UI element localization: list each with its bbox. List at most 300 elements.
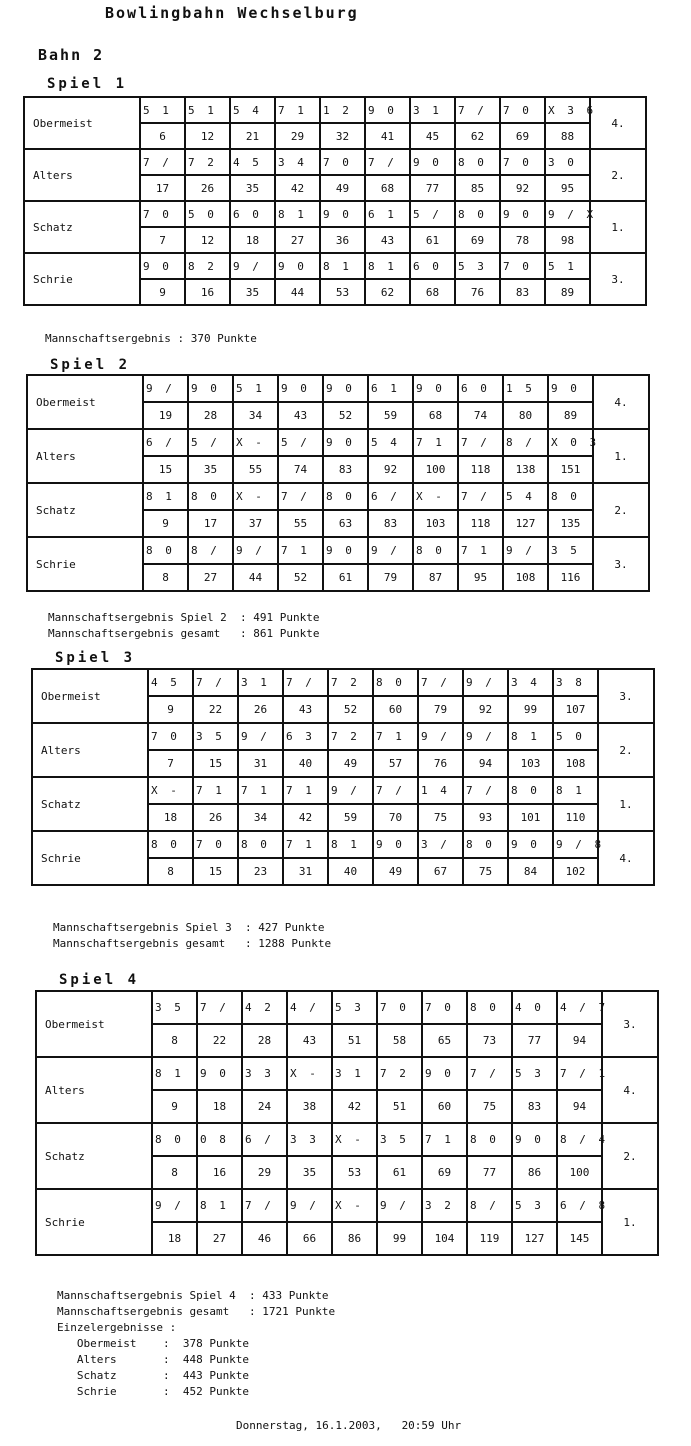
frame-cumulative-score: 46 — [242, 1222, 287, 1255]
frame-throws: 5 3 — [512, 1189, 557, 1222]
frame-cumulative-score: 68 — [365, 175, 410, 201]
frame-throws: 3 1 — [238, 669, 283, 696]
frame-throws: X - — [287, 1057, 332, 1090]
frame-cumulative-score: 78 — [500, 227, 545, 253]
frame-throws: 4 0 — [512, 991, 557, 1024]
player-name: Alters — [36, 1057, 152, 1123]
frame-cumulative-score: 75 — [418, 804, 463, 831]
frame-throws: 3 3 — [242, 1057, 287, 1090]
player-rank: 2. — [593, 483, 649, 537]
frame-throws: 7 / — [140, 149, 185, 175]
frame-cumulative-score: 108 — [553, 750, 598, 777]
player-throws-row — [32, 831, 654, 858]
team-result-line: Mannschaftsergebnis gesamt : 1288 Punkte — [53, 937, 332, 950]
frame-throws: 9 / — [143, 375, 188, 402]
frame-throws: 7 / — [365, 149, 410, 175]
frame-cumulative-score: 49 — [373, 858, 418, 885]
frame-throws: 9 0 — [410, 149, 455, 175]
frame-cumulative-score: 93 — [463, 804, 508, 831]
frame-throws: 7 / — [242, 1189, 287, 1222]
frame-throws: 7 / — [278, 483, 323, 510]
player-rank: 1. — [593, 429, 649, 483]
frame-cumulative-score: 92 — [368, 456, 413, 483]
team-result-line: Mannschaftsergebnis gesamt : 861 Punkte — [48, 627, 320, 640]
frame-throws: 7 / — [467, 1057, 512, 1090]
frame-throws: 7 0 — [193, 831, 238, 858]
player-throws-row — [27, 429, 649, 456]
frame-throws: 9 / 8 — [553, 831, 598, 858]
player-rank: 3. — [598, 669, 654, 723]
frame-cumulative-score: 52 — [328, 696, 373, 723]
frame-throws: 7 / — [418, 669, 463, 696]
team-result-line: Mannschaftsergebnis Spiel 4 : 433 Punkte — [57, 1289, 329, 1302]
player-name: Schrie — [24, 253, 140, 305]
frame-cumulative-score: 77 — [512, 1024, 557, 1057]
frame-cumulative-score: 145 — [557, 1222, 602, 1255]
frame-cumulative-score: 100 — [557, 1156, 602, 1189]
frame-throws: 4 2 — [242, 991, 287, 1024]
frame-throws: 8 0 — [148, 831, 193, 858]
frame-cumulative-score: 138 — [503, 456, 548, 483]
frame-throws: 5 3 — [512, 1057, 557, 1090]
frame-throws: X - — [233, 429, 278, 456]
frame-cumulative-score: 43 — [287, 1024, 332, 1057]
frame-cumulative-score: 51 — [377, 1090, 422, 1123]
frame-cumulative-score: 53 — [320, 279, 365, 305]
player-rank: 4. — [602, 1057, 658, 1123]
frame-cumulative-score: 35 — [230, 279, 275, 305]
frame-throws: 6 1 — [368, 375, 413, 402]
frame-cumulative-score: 27 — [197, 1222, 242, 1255]
frame-cumulative-score: 99 — [377, 1222, 422, 1255]
frame-throws: X - — [148, 777, 193, 804]
frame-throws: 8 0 — [455, 201, 500, 227]
frame-throws: 7 1 — [422, 1123, 467, 1156]
frame-throws: 3 0 — [545, 149, 590, 175]
frame-cumulative-score: 63 — [323, 510, 368, 537]
frame-throws: 6 3 — [283, 723, 328, 750]
frame-throws: 7 2 — [377, 1057, 422, 1090]
frame-cumulative-score: 89 — [545, 279, 590, 305]
frame-cumulative-score: 44 — [275, 279, 320, 305]
frame-cumulative-score: 31 — [238, 750, 283, 777]
frame-cumulative-score: 29 — [242, 1156, 287, 1189]
frame-throws: 5 / — [188, 429, 233, 456]
frame-cumulative-score: 55 — [278, 510, 323, 537]
frame-cumulative-score: 57 — [373, 750, 418, 777]
frame-throws: 8 0 — [463, 831, 508, 858]
frame-throws: 8 1 — [197, 1189, 242, 1222]
frame-throws: 8 / — [503, 429, 548, 456]
frame-cumulative-score: 58 — [377, 1024, 422, 1057]
frame-cumulative-score: 94 — [557, 1024, 602, 1057]
frame-cumulative-score: 102 — [553, 858, 598, 885]
frame-cumulative-score: 37 — [233, 510, 278, 537]
frame-cumulative-score: 32 — [320, 123, 365, 149]
player-name: Schrie — [27, 537, 143, 591]
frame-cumulative-score: 83 — [368, 510, 413, 537]
frame-cumulative-score: 100 — [413, 456, 458, 483]
frame-throws: 1 4 — [418, 777, 463, 804]
frame-throws: 8 0 — [323, 483, 368, 510]
frame-cumulative-score: 84 — [508, 858, 553, 885]
player-throws-row — [36, 1123, 658, 1156]
player-throws-row — [36, 1189, 658, 1222]
frame-cumulative-score: 24 — [242, 1090, 287, 1123]
frame-throws: 7 0 — [422, 991, 467, 1024]
frame-cumulative-score: 74 — [278, 456, 323, 483]
frame-cumulative-score: 15 — [193, 750, 238, 777]
frame-throws: 9 / — [152, 1189, 197, 1222]
frame-cumulative-score: 42 — [283, 804, 328, 831]
frame-cumulative-score: 66 — [287, 1222, 332, 1255]
frame-cumulative-score: 92 — [500, 175, 545, 201]
player-name: Alters — [32, 723, 148, 777]
frame-throws: 9 0 — [373, 831, 418, 858]
frame-cumulative-score: 22 — [197, 1024, 242, 1057]
frame-cumulative-score: 49 — [328, 750, 373, 777]
frame-cumulative-score: 94 — [463, 750, 508, 777]
frame-cumulative-score: 95 — [545, 175, 590, 201]
player-name: Schatz — [36, 1123, 152, 1189]
frame-throws: 1 5 — [503, 375, 548, 402]
frame-throws: 9 / — [418, 723, 463, 750]
frame-cumulative-score: 52 — [323, 402, 368, 429]
frame-throws: 7 0 — [500, 253, 545, 279]
frame-cumulative-score: 107 — [553, 696, 598, 723]
frame-throws: 9 / — [463, 723, 508, 750]
frame-throws: 8 0 — [238, 831, 283, 858]
frame-throws: 8 0 — [143, 537, 188, 564]
frame-cumulative-score: 19 — [143, 402, 188, 429]
frame-throws: 7 1 — [373, 723, 418, 750]
frame-cumulative-score: 103 — [413, 510, 458, 537]
player-throws-row — [24, 97, 646, 123]
frame-throws: 9 0 — [197, 1057, 242, 1090]
frame-throws: 6 / — [368, 483, 413, 510]
player-throws-row — [27, 483, 649, 510]
frame-cumulative-score: 18 — [197, 1090, 242, 1123]
player-name: Obermeist — [36, 991, 152, 1057]
player-name: Obermeist — [32, 669, 148, 723]
frame-throws: 9 / — [230, 253, 275, 279]
player-rank: 4. — [590, 97, 646, 149]
frame-throws: 5 3 — [332, 991, 377, 1024]
frame-throws: 3 5 — [377, 1123, 422, 1156]
frame-cumulative-score: 135 — [548, 510, 593, 537]
frame-throws: 8 0 — [467, 991, 512, 1024]
frame-cumulative-score: 60 — [422, 1090, 467, 1123]
frame-cumulative-score: 31 — [283, 858, 328, 885]
player-throws-row — [24, 253, 646, 279]
team-result-line: Alters : 448 Punkte — [57, 1353, 250, 1366]
frame-cumulative-score: 51 — [332, 1024, 377, 1057]
frame-cumulative-score: 69 — [500, 123, 545, 149]
frame-cumulative-score: 44 — [233, 564, 278, 591]
frame-cumulative-score: 119 — [467, 1222, 512, 1255]
frame-throws: 9 0 — [365, 97, 410, 123]
score-table — [26, 374, 650, 592]
game-label: Spiel 2 — [50, 357, 131, 373]
game-label: Spiel 4 — [59, 972, 140, 988]
frame-throws: 5 / — [410, 201, 455, 227]
frame-cumulative-score: 43 — [283, 696, 328, 723]
frame-cumulative-score: 60 — [373, 696, 418, 723]
frame-cumulative-score: 151 — [548, 456, 593, 483]
frame-throws: 9 0 — [500, 201, 545, 227]
player-throws-row — [24, 149, 646, 175]
frame-cumulative-score: 22 — [193, 696, 238, 723]
frame-throws: 8 1 — [152, 1057, 197, 1090]
frame-cumulative-score: 127 — [503, 510, 548, 537]
frame-throws: 7 1 — [275, 97, 320, 123]
frame-cumulative-score: 116 — [548, 564, 593, 591]
frame-cumulative-score: 88 — [545, 123, 590, 149]
frame-throws: 3 4 — [275, 149, 320, 175]
frame-throws: 7 / 1 — [557, 1057, 602, 1090]
frame-cumulative-score: 40 — [328, 858, 373, 885]
frame-cumulative-score: 8 — [148, 858, 193, 885]
player-name: Schatz — [24, 201, 140, 253]
frame-cumulative-score: 118 — [458, 456, 503, 483]
frame-throws: 8 / — [188, 537, 233, 564]
frame-throws: 7 0 — [377, 991, 422, 1024]
player-throws-row — [32, 723, 654, 750]
frame-cumulative-score: 85 — [455, 175, 500, 201]
frame-cumulative-score: 118 — [458, 510, 503, 537]
frame-throws: 5 4 — [230, 97, 275, 123]
frame-cumulative-score: 83 — [512, 1090, 557, 1123]
frame-cumulative-score: 17 — [188, 510, 233, 537]
frame-cumulative-score: 83 — [323, 456, 368, 483]
frame-cumulative-score: 28 — [242, 1024, 287, 1057]
player-rank: 4. — [593, 375, 649, 429]
frame-cumulative-score: 9 — [152, 1090, 197, 1123]
frame-cumulative-score: 75 — [463, 858, 508, 885]
frame-cumulative-score: 59 — [368, 402, 413, 429]
player-rank: 1. — [590, 201, 646, 253]
team-result-line: Einzelergebnisse : — [57, 1321, 177, 1334]
frame-throws: 8 1 — [275, 201, 320, 227]
frame-throws: 5 4 — [368, 429, 413, 456]
frame-cumulative-score: 28 — [188, 402, 233, 429]
frame-throws: 7 2 — [328, 723, 373, 750]
frame-throws: 5 / — [278, 429, 323, 456]
frame-throws: 5 0 — [553, 723, 598, 750]
frame-cumulative-score: 89 — [548, 402, 593, 429]
frame-cumulative-score: 18 — [230, 227, 275, 253]
frame-throws: 8 2 — [185, 253, 230, 279]
frame-cumulative-score: 76 — [418, 750, 463, 777]
frame-cumulative-score: 43 — [365, 227, 410, 253]
frame-cumulative-score: 101 — [508, 804, 553, 831]
frame-throws: 8 0 — [455, 149, 500, 175]
frame-cumulative-score: 7 — [148, 750, 193, 777]
frame-cumulative-score: 103 — [508, 750, 553, 777]
frame-throws: 8 0 — [413, 537, 458, 564]
player-rank: 4. — [598, 831, 654, 885]
frame-throws: 6 0 — [410, 253, 455, 279]
frame-cumulative-score: 9 — [140, 279, 185, 305]
player-throws-row — [24, 201, 646, 227]
team-result-line: Mannschaftsergebnis : 370 Punkte — [45, 332, 257, 345]
frame-cumulative-score: 35 — [287, 1156, 332, 1189]
frame-throws: 8 1 — [365, 253, 410, 279]
frame-cumulative-score: 80 — [503, 402, 548, 429]
frame-throws: 7 / — [455, 97, 500, 123]
frame-cumulative-score: 70 — [373, 804, 418, 831]
frame-cumulative-score: 68 — [410, 279, 455, 305]
frame-throws: 5 1 — [140, 97, 185, 123]
frame-throws: 9 0 — [323, 429, 368, 456]
frame-cumulative-score: 26 — [193, 804, 238, 831]
frame-cumulative-score: 74 — [458, 402, 503, 429]
frame-throws: 4 5 — [230, 149, 275, 175]
game-label: Spiel 3 — [55, 650, 136, 666]
frame-throws: 5 1 — [233, 375, 278, 402]
frame-throws: 3 5 — [152, 991, 197, 1024]
player-throws-row — [36, 991, 658, 1024]
frame-throws: 7 / — [193, 669, 238, 696]
score-table — [35, 990, 659, 1256]
frame-cumulative-score: 108 — [503, 564, 548, 591]
frame-throws: 7 0 — [500, 149, 545, 175]
frame-throws: 8 1 — [328, 831, 373, 858]
frame-cumulative-score: 94 — [557, 1090, 602, 1123]
player-throws-row — [32, 777, 654, 804]
frame-throws: 4 / — [287, 991, 332, 1024]
frame-cumulative-score: 53 — [332, 1156, 377, 1189]
frame-cumulative-score: 73 — [467, 1024, 512, 1057]
page-title: Bowlingbahn Wechselburg — [105, 4, 359, 22]
frame-cumulative-score: 9 — [148, 696, 193, 723]
frame-throws: 9 / X — [545, 201, 590, 227]
frame-throws: 7 0 — [148, 723, 193, 750]
team-result-line: Mannschaftsergebnis Spiel 3 : 427 Punkte — [53, 921, 325, 934]
frame-cumulative-score: 55 — [233, 456, 278, 483]
frame-throws: 8 / — [467, 1189, 512, 1222]
frame-throws: 3 3 — [287, 1123, 332, 1156]
frame-cumulative-score: 34 — [238, 804, 283, 831]
frame-throws: 9 / — [503, 537, 548, 564]
frame-throws: 8 0 — [508, 777, 553, 804]
frame-throws: 8 0 — [548, 483, 593, 510]
frame-throws: 7 / — [458, 429, 503, 456]
frame-cumulative-score: 42 — [275, 175, 320, 201]
frame-cumulative-score: 12 — [185, 123, 230, 149]
frame-throws: X - — [332, 1123, 377, 1156]
frame-cumulative-score: 79 — [418, 696, 463, 723]
frame-throws: 3 1 — [410, 97, 455, 123]
footer-timestamp: Donnerstag, 16.1.2003, 20:59 Uhr — [236, 1419, 462, 1432]
player-rank: 2. — [590, 149, 646, 201]
frame-throws: 3 8 — [553, 669, 598, 696]
frame-cumulative-score: 86 — [512, 1156, 557, 1189]
frame-throws: 9 0 — [320, 201, 365, 227]
frame-cumulative-score: 43 — [278, 402, 323, 429]
frame-throws: 7 1 — [238, 777, 283, 804]
frame-cumulative-score: 35 — [188, 456, 233, 483]
frame-cumulative-score: 34 — [233, 402, 278, 429]
frame-throws: 3 5 — [548, 537, 593, 564]
frame-throws: 9 0 — [323, 537, 368, 564]
frame-cumulative-score: 18 — [152, 1222, 197, 1255]
frame-cumulative-score: 68 — [413, 402, 458, 429]
frame-cumulative-score: 75 — [467, 1090, 512, 1123]
frame-cumulative-score: 92 — [463, 696, 508, 723]
frame-throws: 0 8 — [197, 1123, 242, 1156]
frame-cumulative-score: 7 — [140, 227, 185, 253]
frame-throws: 8 1 — [320, 253, 365, 279]
frame-throws: 3 2 — [422, 1189, 467, 1222]
frame-throws: 7 1 — [278, 537, 323, 564]
frame-cumulative-score: 17 — [140, 175, 185, 201]
frame-throws: 8 1 — [553, 777, 598, 804]
frame-throws: 8 0 — [373, 669, 418, 696]
frame-cumulative-score: 61 — [323, 564, 368, 591]
frame-throws: 7 2 — [185, 149, 230, 175]
frame-cumulative-score: 87 — [413, 564, 458, 591]
team-result-line: Obermeist : 378 Punkte — [57, 1337, 250, 1350]
frame-throws: 9 0 — [413, 375, 458, 402]
frame-cumulative-score: 38 — [287, 1090, 332, 1123]
frame-throws: 3 / — [418, 831, 463, 858]
frame-throws: 3 4 — [508, 669, 553, 696]
frame-throws: 6 / 8 — [557, 1189, 602, 1222]
player-name: Alters — [24, 149, 140, 201]
frame-throws: 8 0 — [188, 483, 233, 510]
frame-throws: 8 / 4 — [557, 1123, 602, 1156]
frame-throws: 9 / — [238, 723, 283, 750]
frame-cumulative-score: 45 — [410, 123, 455, 149]
frame-cumulative-score: 21 — [230, 123, 275, 149]
frame-throws: 5 3 — [455, 253, 500, 279]
frame-cumulative-score: 95 — [458, 564, 503, 591]
frame-throws: 9 0 — [188, 375, 233, 402]
frame-throws: 9 0 — [548, 375, 593, 402]
frame-throws: 7 0 — [500, 97, 545, 123]
frame-cumulative-score: 127 — [512, 1222, 557, 1255]
frame-cumulative-score: 65 — [422, 1024, 467, 1057]
frame-cumulative-score: 69 — [455, 227, 500, 253]
player-name: Alters — [27, 429, 143, 483]
player-rank: 1. — [598, 777, 654, 831]
player-name: Obermeist — [27, 375, 143, 429]
frame-cumulative-score: 16 — [197, 1156, 242, 1189]
player-rank: 3. — [590, 253, 646, 305]
frame-cumulative-score: 16 — [185, 279, 230, 305]
frame-throws: 9 / — [377, 1189, 422, 1222]
frame-cumulative-score: 86 — [332, 1222, 377, 1255]
player-throws-row — [32, 669, 654, 696]
frame-cumulative-score: 76 — [455, 279, 500, 305]
frame-cumulative-score: 8 — [152, 1024, 197, 1057]
frame-cumulative-score: 27 — [275, 227, 320, 253]
frame-throws: 7 0 — [320, 149, 365, 175]
frame-cumulative-score: 8 — [152, 1156, 197, 1189]
frame-cumulative-score: 61 — [410, 227, 455, 253]
player-name: Obermeist — [24, 97, 140, 149]
frame-cumulative-score: 52 — [278, 564, 323, 591]
frame-throws: 6 0 — [458, 375, 503, 402]
frame-cumulative-score: 67 — [418, 858, 463, 885]
frame-throws: 9 / — [328, 777, 373, 804]
player-throws-row — [27, 375, 649, 402]
player-rank: 2. — [598, 723, 654, 777]
frame-throws: 9 0 — [278, 375, 323, 402]
frame-throws: 7 2 — [328, 669, 373, 696]
frame-throws: 9 0 — [508, 831, 553, 858]
